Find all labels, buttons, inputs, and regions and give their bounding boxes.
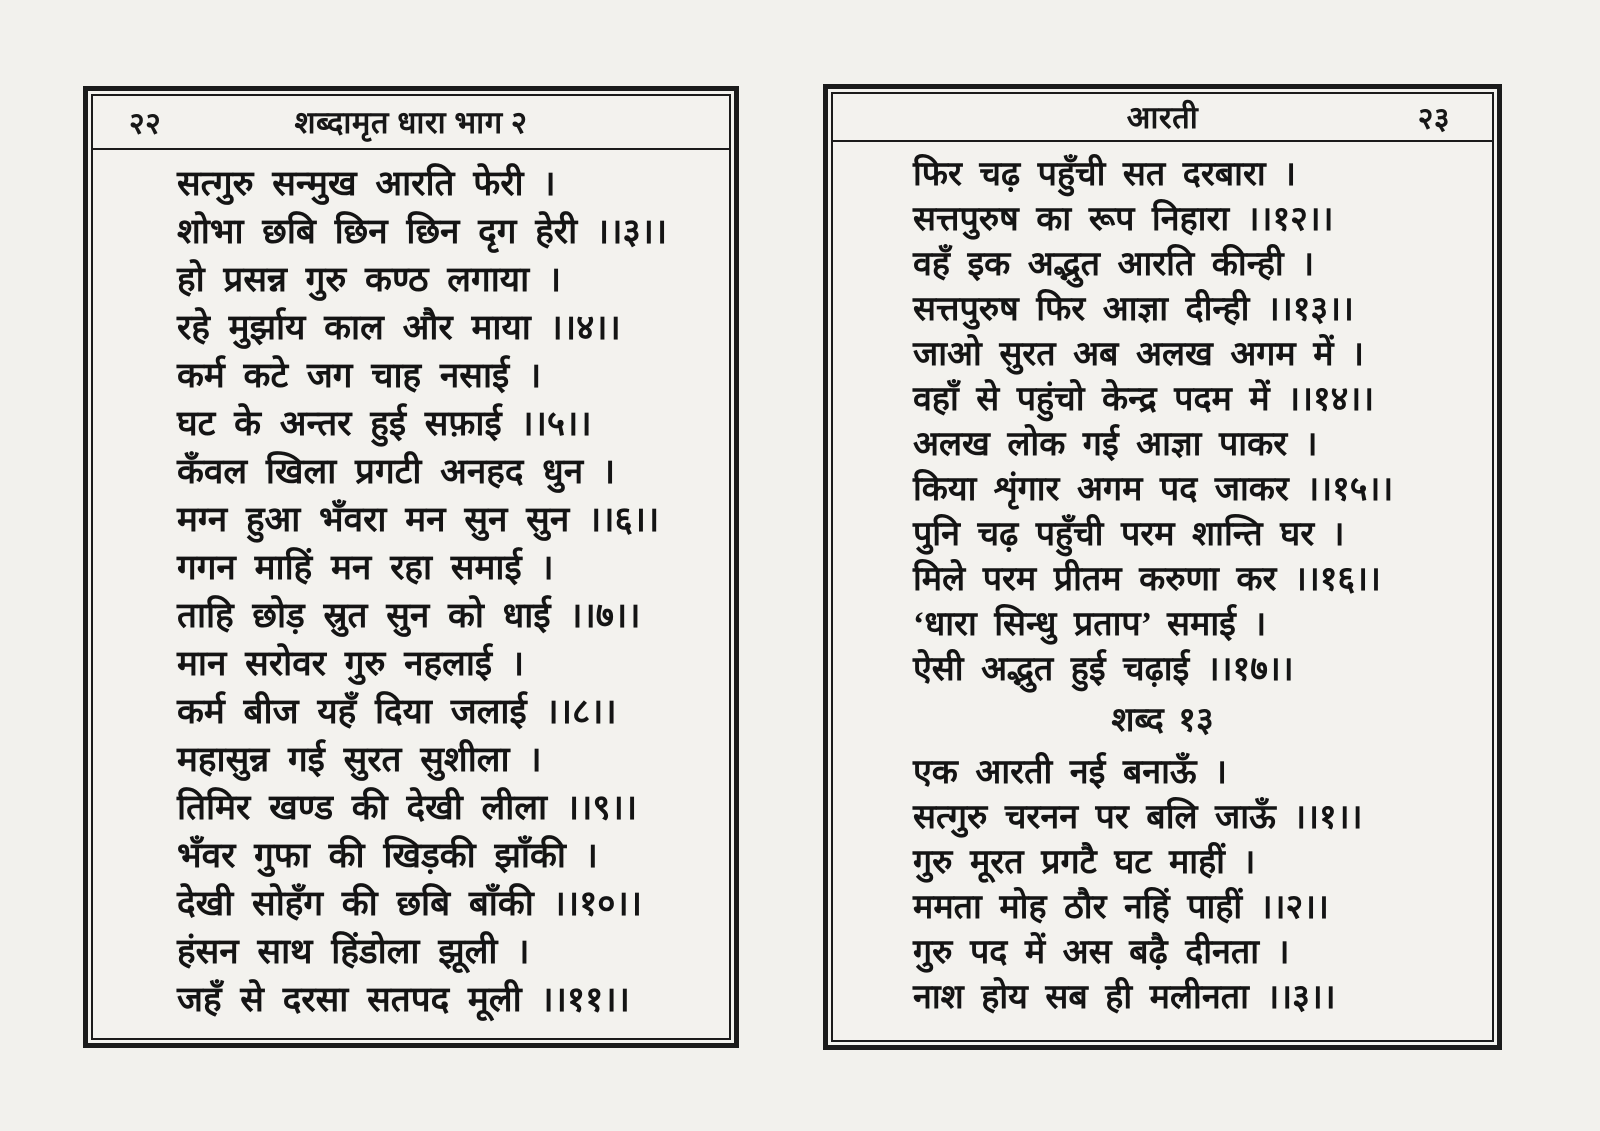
verse-line: गगन माहिं मन रहा समाई । [177, 548, 554, 587]
page-right-header [833, 94, 1492, 142]
book-page-left [83, 86, 739, 1048]
page-left-inner-frame [91, 94, 731, 1040]
verse-line: ताहि छोड़ स्रुत सुन को धाई ।।७।। [177, 596, 641, 635]
verse-line: सत्तपुरुष फिर आज्ञा दीन्ही ।।१३।। [913, 291, 1354, 328]
verse-line: सत्गुरु चरनन पर बलि जाऊँ ।।१।। [913, 799, 1363, 836]
verse-line: घट के अन्तर हुई सफ़ाई ।।५।। [177, 404, 592, 443]
verse-line: तिमिर खण्ड की देखी लीला ।।९।। [177, 788, 638, 827]
page-right-inner-frame [831, 92, 1494, 1042]
verse-line: रहे मुर्झाय काल और माया ।।४।। [177, 308, 621, 347]
verse-line: नाश होय सब ही मलीनता ।।३।। [913, 979, 1336, 1016]
verse-line: सत्तपुरुष का रूप निहारा ।।१२।। [913, 201, 1334, 238]
verse-line: सत्गुरु सन्मुख आरति फेरी । [177, 164, 556, 203]
verse-line: पुनि चढ़ पहुँची परम शान्ति घर । [913, 516, 1345, 553]
verse-line: वहँ इक अद्भुत आरति कीन्ही । [913, 246, 1315, 283]
page-title-right: आरती [1126, 100, 1199, 135]
page-left-header [93, 96, 729, 150]
verse-line: हंसन साथ हिंडोला झूली । [177, 932, 530, 971]
verse-line: कर्म कटे जग चाह नसाई । [177, 356, 542, 395]
verse-line: हो प्रसन्न गुरु कण्ठ लगाया । [177, 260, 562, 299]
verse-line: ममता मोह ठौर नहिं पाहीं ।।२।। [913, 889, 1329, 926]
verse-line: गुरु मूरत प्रगटै घट माहीं । [913, 844, 1256, 881]
section-heading-shabd-13: शब्द १३ [1111, 702, 1214, 739]
verse-line: फिर चढ़ पहुँची सत दरबारा । [913, 156, 1297, 193]
verse-line: कर्म बीज यहँ दिया जलाई ।।८।। [177, 692, 617, 731]
verse-line: गुरु पद में अस बढ़ै दीनता । [913, 934, 1290, 971]
verse-line: किया शृंगार अगम पद जाकर ।।१५।। [913, 471, 1394, 508]
verse-line: शोभा छबि छिन छिन दृग हेरी ।।३।। [177, 212, 668, 251]
verse-line: अलख लोक गई आज्ञा पाकर । [913, 426, 1318, 463]
verse-line: भँवर गुफा की खिड़की झाँकी । [177, 836, 598, 875]
book-page-right [823, 84, 1502, 1050]
page-right-body [833, 142, 1492, 1020]
verse-line: जहँ से दरसा सतपद मूली ।।११।। [177, 980, 630, 1019]
verse-line: महासुन्न गई सुरत सुशीला । [177, 740, 542, 779]
verse-line: कँवल खिला प्रगटी अनहद धुन । [177, 452, 616, 491]
verse-line: एक आरती नई बनाऊँ । [913, 754, 1227, 791]
verse-line: ‘धारा सिन्धु प्रताप’ समाई । [913, 606, 1267, 643]
page-title-left: शब्दामृत धारा भाग २ [294, 105, 528, 140]
page-number-right: २३ [1417, 102, 1450, 136]
verse-line: मिले परम प्रीतम करुणा कर ।।१६।। [913, 561, 1381, 598]
verse-line: देखी सोहँग की छबि बाँकी ।।१०।। [177, 884, 643, 923]
page-left-body [93, 150, 729, 1024]
verse-line: जाओ सुरत अब अलख अगम में । [913, 336, 1364, 373]
verse-line: मग्न हुआ भँवरा मन सुन सुन ।।६।। [177, 500, 660, 539]
page-number-left: २२ [129, 107, 162, 141]
verse-line: ऐसी अद्भुत हुई चढ़ाई ।।१७।। [913, 651, 1294, 688]
verse-line: मान सरोवर गुरु नहलाई । [177, 644, 525, 683]
verse-line: वहाँ से पहुंचो केन्द्र पदम में ।।१४।। [913, 381, 1375, 418]
